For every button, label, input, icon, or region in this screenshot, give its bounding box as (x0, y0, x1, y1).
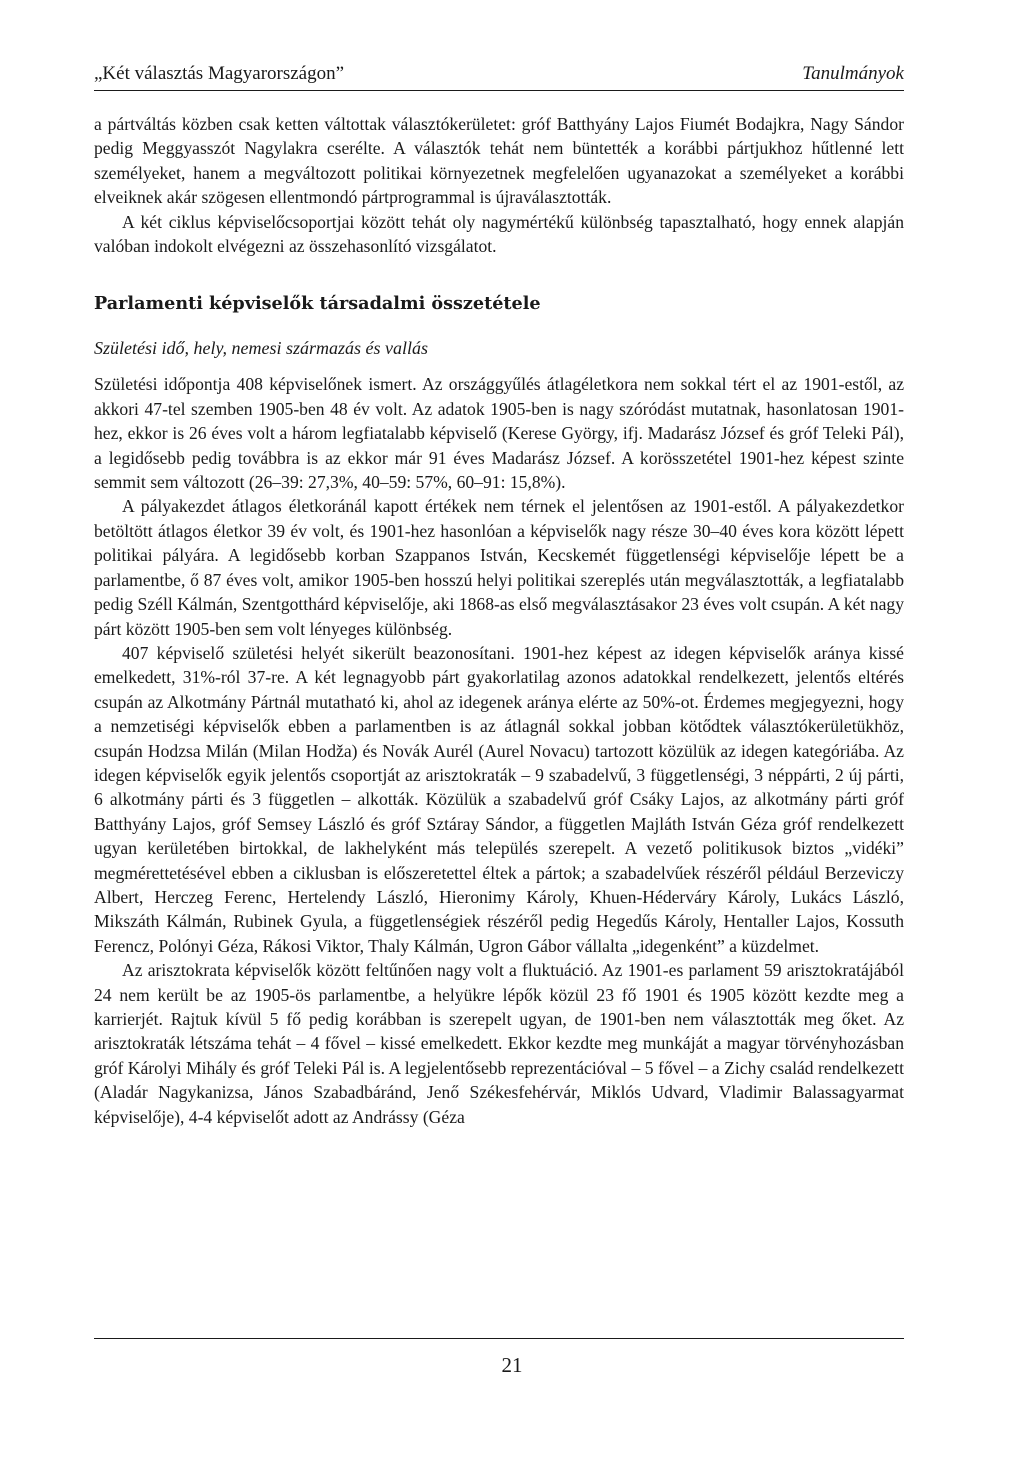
section-heading: Parlamenti képviselők társadalmi összetétele (94, 293, 541, 315)
article-body (94, 112, 904, 1129)
running-head-section: Tanulmányok (802, 63, 904, 84)
paragraph-main-3: 407 képviselő születési helyét sikerült beazonosítani. 1901-hez képest az idegen képviselők aránya kissé emelkedett, 31%-ról 37-re. A két legnagyobb párt gyakorlatilag azonos adatokkal rendelkezett, jelentős eltérés csupán az Alkotmány Pártnál mutatható ki, ahol az idegenek aránya elérte az 50%-ot. Érdemes megjegyezni, hogy a nemzetiségi képviselők ebben a parlamentben is az átlagnál sokkal jobban kötődtek választókerületükhöz, csupán Hodzsa Milán (Milan Hodža) és Novák Aurél (Aurel Novacu) tartozott közülük az idegen kategóriába. Az idegen képviselők egyik jelentős csoportját az arisztokraták – 9 szabadelvű, 3 függetlenségi, 3 néppárti, 2 új párti, 6 alkotmány párti és 3 független – alkották. Közülük a szabadelvű gróf Csáky Lajos, az alkotmány párti gróf Batthyány Lajos, gróf Semsey László és gróf Sztáray Sándor, a független Majláth István Géza gróf rendelkezett ugyan kerületében birtokkal, de lakhelyként más település szerepelt. A vezető politikusok biztos „vidéki” megmérettetésével ebben a ciklusban is előszeretettel éltek a pártok; a szabadelvűek részéről például Berzeviczy Albert, Herczeg Ferenc, Hertelendy László, Hieronimy Károly, Khuen-Héderváry Károly, Lukács László, Mikszáth Kálmán, Rubinek Gyula, a függetlenségiek részéről pedig Hegedűs Károly, Hentaller Lajos, Kossuth Ferencz, Polónyi Géza, Rákosi Viktor, Thaly Kálmán, Ugron Gábor vállalta „idegenként” a küzdelmet. (94, 642, 904, 956)
running-head (94, 62, 904, 91)
page-number: 21 (501, 1353, 523, 1377)
paragraph-main-2: A pályakezdet átlagos életkoránál kapott értékek nem térnek el jelentősen az 1901-estől. A pályakezdetkor betöltött átlagos életkor 39 év volt, és 1901-hez hasonlóan a képviselők nagy része 30–40 éves kora között lépett politikai pályára. A legidősebb korban Szappanos István, Kecskemét függetlenségi képviselője lépett be a parlamentbe, ő 87 éves volt, amikor 1905-ben hosszú helyi politikai szereplés után megválasztották, a legfiatalabb pedig Széll Kálmán, Szentgotthárd képviselője, aki 1868-as első megválasztásakor 23 éves volt csupán. A két nagy párt között 1905-ben sem volt lényeges különbség. (94, 496, 904, 639)
paragraph-main-4: Az arisztokrata képviselők között feltűnően nagy volt a fluktuáció. Az 1901-es parlament 59 arisztokratájából 24 nem került be az 1905-ös parlamentbe, a helyükre lépők közül 23 fő 1901 és 1905 között kezdte meg a karrierjét. Rajtuk kívül 5 fő pedig korábban is szerepelt ugyan, de 1901-ben nem választották meg őket. Az arisztokraták létszáma tehát – 4 fővel – kissé emelkedett. Ekkor kezdte meg munkáját a magyar törvényhozásban gróf Károlyi Mihály és gróf Teleki Pál is. A legjelentősebb reprezentációval – 5 fővel – a Zichy család rendelkezett (Aladár Nagykanizsa, János Szabadbáránd, Jenő Székesfehérvár, Miklós Udvard, Vladimir Balassagyarmat képviselője), 4-4 képviselőt adott az Andrássy (Géza (94, 960, 904, 1127)
paragraph-intro-2: A két ciklus képviselőcsoportjai között tehát oly nagymértékű különbség tapasztalható, hogy ennek alapján valóban indokolt elvégezni az összehasonlító vizsgálatot. (94, 211, 904, 257)
footer-rule (94, 1338, 904, 1339)
sub-heading: Születési idő, hely, nemesi származás és vallás (94, 338, 428, 359)
page (94, 62, 904, 1129)
paragraph-main-1: Születési időpontja 408 képviselőnek ismert. Az országgyűlés átlagéletkora nem sokkal tért el az 1901-estől, az akkori 47-tel szemben 1905-ben 48 év volt. Az adatok 1905-ben is nagy szóródást mutatnak, hasonlatosan 1901-hez, ekkor is 26 éves volt a három legfiatalabb képviselő (Kerese György, ifj. Madarász József és gróf Teleki Pál), a legidősebb pedig továbbra is az ekkor már 91 éves Madarász József. A korösszetétel 1901-hez képest szinte semmit sem változott (26–39: 27,3%, 40–59: 57%, 60–91: 15,8%). (94, 374, 904, 493)
running-head-title: „Két választás Magyarországon” (94, 63, 345, 84)
paragraph-intro-1: a pártváltás közben csak ketten váltottak választókerületet: gróf Batthyány Lajos Fiumét Bodajkra, Nagy Sándor pedig Meggyasszót Nagylakra cserélte. A választók tehát nem büntették a korábbi pártjukhoz hűtlenné lett személyeket, hanem a megváltozott politikai környezetnek megfelelően ugyanazokat a személyeket a korábbi elveiknek akár szögesen ellentmondó pártprogrammal is újraválasztották. (94, 114, 904, 208)
